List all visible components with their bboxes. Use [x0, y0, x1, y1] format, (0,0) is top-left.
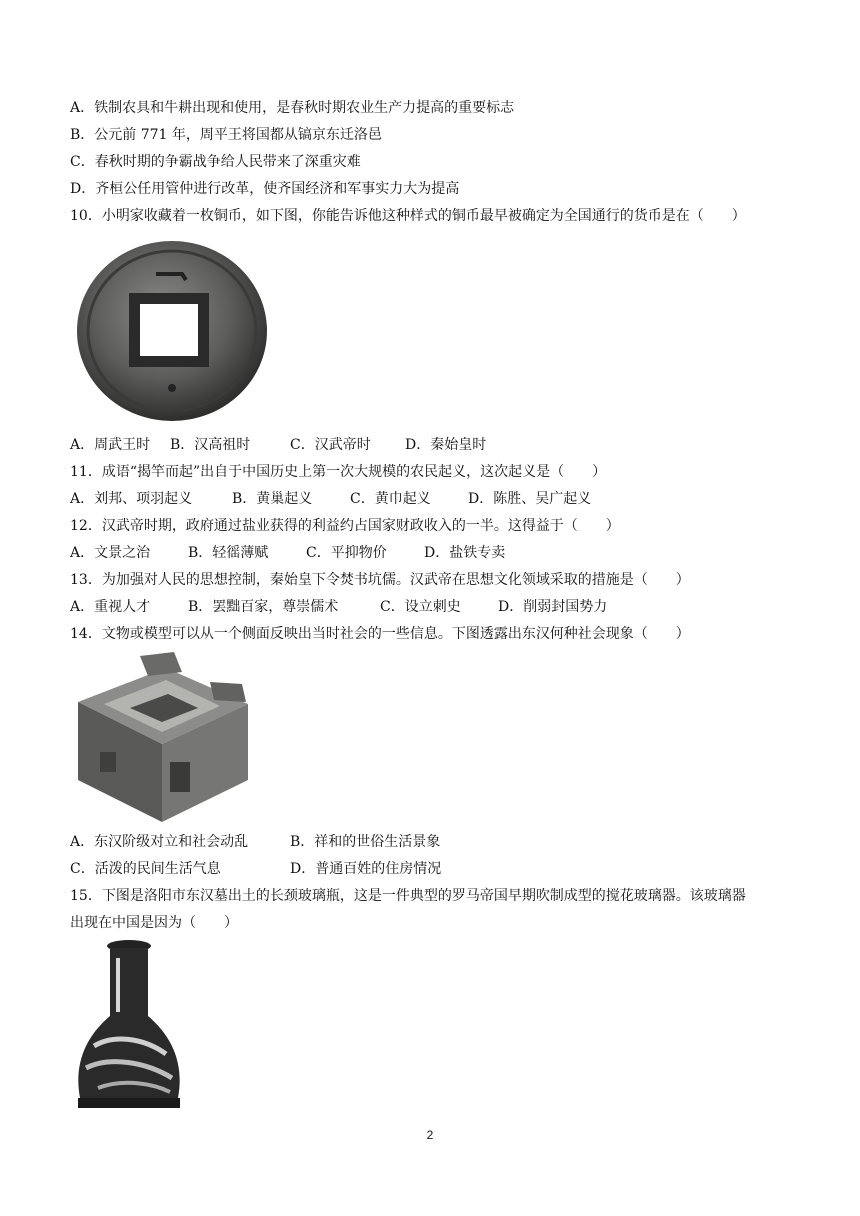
q12-option-b: B．轻徭薄赋	[188, 545, 269, 561]
glass-bottle-image	[74, 938, 184, 1114]
q14-option-d: D．普通百姓的住房情况	[290, 861, 442, 877]
q13-option-a: A．重视人才	[70, 599, 151, 615]
copper-coin-image	[74, 238, 270, 424]
q12-options	[70, 543, 505, 563]
q13-option-c: C．设立刺史	[380, 599, 461, 615]
q13-option-d: D．削弱封国势力	[498, 599, 608, 615]
page-number: 2	[426, 1128, 434, 1142]
q14-option-a: A．东汉阶级对立和社会动乱	[70, 834, 249, 850]
q12-option-d: D．盐铁专卖	[424, 545, 506, 561]
q12-option-c: C．平抑物价	[306, 545, 387, 561]
q10-option-c: C．汉武帝时	[290, 437, 371, 453]
q12-stem: 12．汉武帝时期，政府通过盐业获得的利益约占国家财政收入的一半。这得益于（ ）	[70, 518, 620, 534]
q13-option-b: B．罢黜百家，尊崇儒术	[188, 599, 339, 615]
q14-option-b: B．祥和的世俗生活景象	[290, 834, 441, 850]
q9-option-c: C．春秋时期的争霸战争给人民带来了深重灾难	[70, 154, 361, 170]
q14-options-row2	[70, 859, 441, 879]
q11-option-a: A．刘邦、项羽起义	[70, 491, 193, 507]
q14-option-c: C．活泼的民间生活气息	[70, 861, 221, 877]
q11-stem: 11．成语“揭竿而起”出自于中国历史上第一次大规模的农民起义，这次起义是（ ）	[70, 464, 607, 480]
han-manor-model-image	[70, 652, 254, 826]
q9-option-d: D．齐桓公任用管仲进行改革，使齐国经济和军事实力大为提高	[70, 181, 460, 197]
q10-option-a: A．周武王时	[70, 437, 151, 453]
q15-stem-line1: 15．下图是洛阳市东汉墓出土的长颈玻璃瓶，这是一件典型的罗马帝国早期吹制成型的搅花玻璃器。该玻璃器	[70, 888, 746, 904]
q11-option-c: C．黄巾起义	[350, 491, 431, 507]
q9-option-a: A．铁制农具和牛耕出现和使用，是春秋时期农业生产力提高的重要标志	[70, 100, 515, 116]
q13-options	[70, 597, 607, 617]
q11-option-b: B．黄巢起义	[232, 491, 313, 507]
q10-options	[70, 435, 486, 455]
q14-stem: 14．文物或模型可以从一个侧面反映出当时社会的一些信息。下图透露出东汉何种社会现象（ ）	[70, 626, 690, 642]
q10-stem: 10．小明家收藏着一枚铜币，如下图，你能告诉他这种样式的铜币最早被确定为全国通行的货币是在（ ）	[70, 208, 746, 224]
q10-option-b: B．汉高祖时	[170, 437, 251, 453]
q15-stem-line2: 出现在中国是因为（ ）	[70, 915, 238, 931]
q12-option-a: A．文景之治	[70, 545, 151, 561]
q11-options	[70, 489, 591, 509]
q9-option-b: B．公元前 771 年，周平王将国都从镐京东迁洛邑	[70, 127, 382, 143]
q13-stem: 13．为加强对人民的思想控制，秦始皇下令焚书坑儒。汉武帝在思想文化领域采取的措施是（ ）	[70, 572, 690, 588]
q14-options-row1	[70, 832, 440, 852]
q10-option-d: D．秦始皇时	[405, 437, 487, 453]
q11-option-d: D．陈胜、吴广起义	[468, 491, 592, 507]
